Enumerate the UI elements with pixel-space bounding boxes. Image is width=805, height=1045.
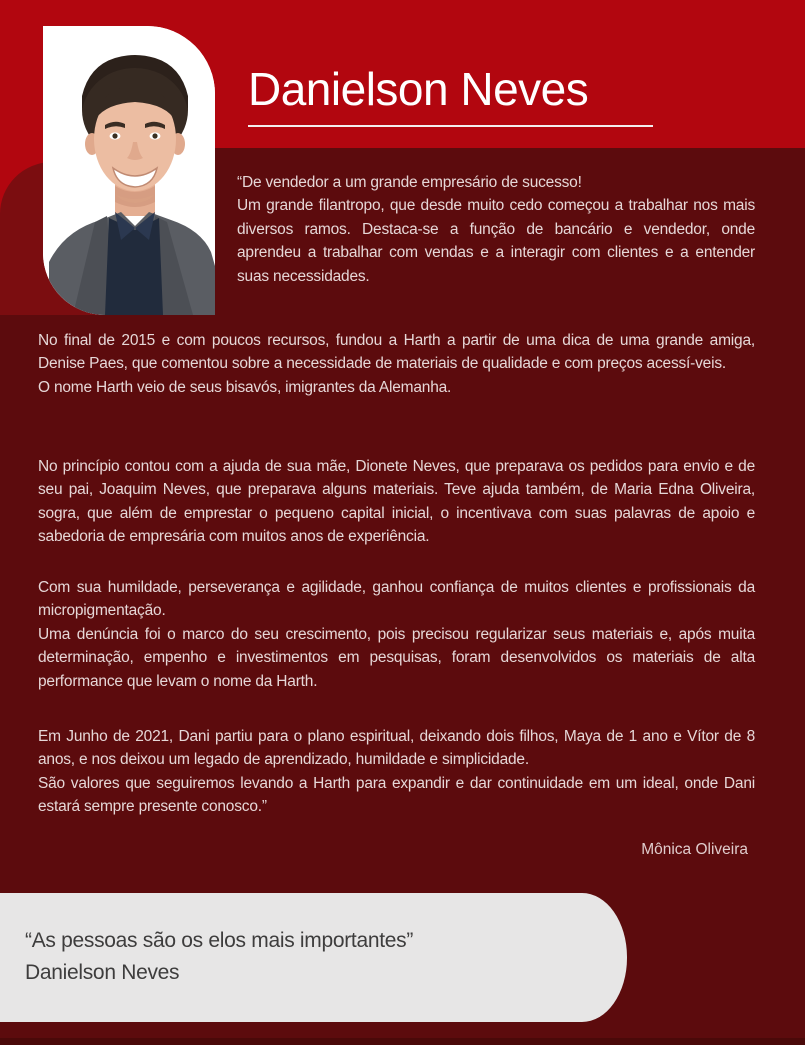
paragraph-text: No final de 2015 e com poucos recursos, fundou a Harth a partir de uma dica de uma grande amiga, Denise Paes, que comentou sobre a necessidade de materiais de qualidade e com preços acessí-veis. xyxy=(38,332,755,373)
paragraph-text: Em Junho de 2021, Dani partiu para o plano espiritual, deixando dois filhos, Maya de 1 ano e Vítor de 8 anos, e nos deixou um legado de aprendizado, humildade e simplicidade. xyxy=(38,728,755,769)
paragraph-legacy xyxy=(38,725,755,819)
paragraph-text: Com sua humildade, perseverança e agilidade, ganhou confiança de muitos clientes e profissionais da micropigmentação. xyxy=(38,579,755,620)
page-title: Danielson Neves xyxy=(248,63,589,115)
portrait-photo xyxy=(43,26,215,315)
intro-quote xyxy=(237,171,755,288)
paragraph-founding xyxy=(38,329,755,399)
intro-quote-text: Um grande filantropo, que desde muito cedo começou a trabalhar nos mais diversos ramos. Destaca-se a função de bancário e vendedor, onde aprendeu a trabalhar com vendas e a interagir com clientes e a entender suas necessidades. xyxy=(237,197,755,285)
bottom-edge-strip xyxy=(0,1038,805,1045)
footer-quote: “As pessoas são os elos mais importantes” xyxy=(25,929,414,952)
paragraph-family-help xyxy=(38,455,755,549)
footer-quote-band xyxy=(0,893,627,1022)
signature: Mônica Oliveira xyxy=(641,841,748,858)
photo-card xyxy=(43,26,215,315)
intro-quote-lead: “De vendedor a um grande empresário de sucesso! xyxy=(237,174,582,191)
paragraph-growth xyxy=(38,576,755,693)
paragraph-text: O nome Harth veio de seus bisavós, imigrantes da Alemanha. xyxy=(38,378,452,396)
paragraph-text: Uma denúncia foi o marco do seu crescimento, pois precisou regularizar seus materiais e, após muita determinação, empenho e investimentos em pesquisas, foram desenvolvidos os materiais de alta performance que levam o nome da Harth. xyxy=(38,625,755,690)
paragraph-text: No princípio contou com a ajuda de sua mãe, Dionete Neves, que preparava os pedidos para envio e de seu pai, Joaquim Neves, que preparava alguns materiais. Teve ajuda também, de Maria Edna Oliveira, sogra, que além de emprestar o pequeno capital inicial, o incentivava com suas palavras de apoio e sabedoria de empresária com muitos anos de experiência. xyxy=(38,458,755,546)
title-underline xyxy=(248,125,653,127)
footer-author: Danielson Neves xyxy=(25,961,180,984)
paragraph-text: São valores que seguiremos levando a Harth para expandir e dar continuidade em um ideal, onde Dani estará sempre presente conosco.” xyxy=(38,774,755,816)
